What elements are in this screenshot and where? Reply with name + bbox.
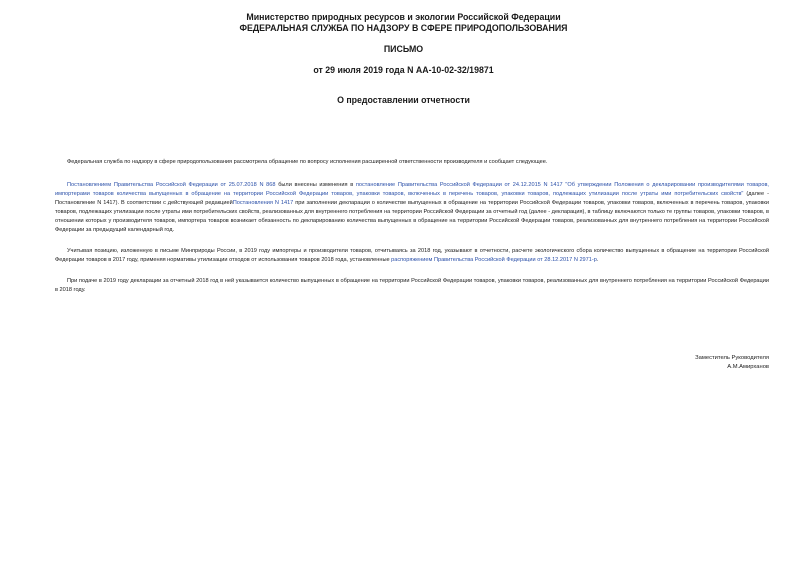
document-header: [0, 12, 807, 106]
paragraph-resolution: [55, 181, 769, 235]
link-order-2971[interactable]: распоряжением Правительства Российской Федерации от 28.12.2017 N 2971-р: [391, 257, 597, 263]
link-resolution-1417-short[interactable]: Постановления N 1417: [232, 200, 294, 206]
paragraph-text: (далее - Постановление N 1417). В соответствии с действующей редакцией: [55, 191, 769, 206]
document-date-number: от 29 июля 2019 года N АА-10-02-32/19871: [313, 65, 494, 75]
paragraph-text: .: [596, 257, 599, 263]
paragraph-text: при заполнении декларации о количестве выпущенных в обращение на территории Российской Федерации товаров, упаковки товаров, включенных в перечень товаров, упаковки товаров, подлежащих утилизации после утраты ими потребительских свойств, реализованных для внутреннего потребления на территории Российской Федерации за отчетный год (далее - декларация), в таблицу включаются только те группы товаров, упаковки товаров, в отношении которых у производителя товаров, импортера товаров возникает обязанность по декларированию количества выпущенных в обращение на территории Российской Федерации товаров, реализованных для внутреннего потребления на территории Российской Федерации за предыдущий календарный год.: [55, 200, 769, 233]
paragraph-intro: Федеральная служба по надзору в сфере природопользования рассмотрела обращение по вопросу исполнения расширенной ответственности производителя и сообщает следующее.: [67, 159, 548, 165]
signature-block: [695, 354, 769, 372]
signer-name: А.М.Амирханов: [727, 364, 769, 370]
paragraph-text: были внесены изменения в: [275, 182, 356, 188]
paragraph-declaration: При подаче в 2019 году декларации за отчетный 2018 год в ней указывается количество выпущенных в обращение на территории Российской Федерации товаров, упаковки товаров, реализованных для внутреннего потребления на территории Российской Федерации в 2018 году.: [55, 278, 769, 293]
signer-position: Заместитель Руководителя: [695, 355, 769, 361]
ministry-name: Министерство природных ресурсов и экологии Российской Федерации: [246, 12, 561, 22]
service-name: ФЕДЕРАЛЬНАЯ СЛУЖБА ПО НАДЗОРУ В СФЕРЕ ПРИРОДОПОЛЬЗОВАНИЯ: [239, 23, 568, 33]
paragraph-position: [55, 247, 769, 265]
document-type: ПИСЬМО: [383, 44, 424, 54]
letter-body: [55, 158, 769, 295]
link-resolution-868[interactable]: Постановлением Правительства Российской Федерации от 25.07.2018 N 868: [67, 182, 276, 188]
paragraph-text: Учитывая позицию, изложенную в письме Минприроды России, в 2019 году импортеры и производители товаров, отчитываясь за 2018 год, указывают в отчетности, расчете экологического сбора количество выпущенных в обращение на территории Российской Федерации товаров в 2017 году, применяя нормативы утилизации отходов от использования товаров 2018 года, установленные: [55, 248, 769, 263]
document-subject: О предоставлении отчетности: [337, 95, 470, 105]
link-resolution-1417[interactable]: постановление Правительства Российской Федерации от 24.12.2015 N 1417 "Об утверждении Положения о декларировании производителями товаров, импортерами товаров количества выпущенных в обращение на территории Российской Федерации товаров, упаковки товаров, включенных в перечень товаров, упаковки товаров, подлежащих утилизации после утраты ими потребительских свойств": [55, 182, 769, 197]
